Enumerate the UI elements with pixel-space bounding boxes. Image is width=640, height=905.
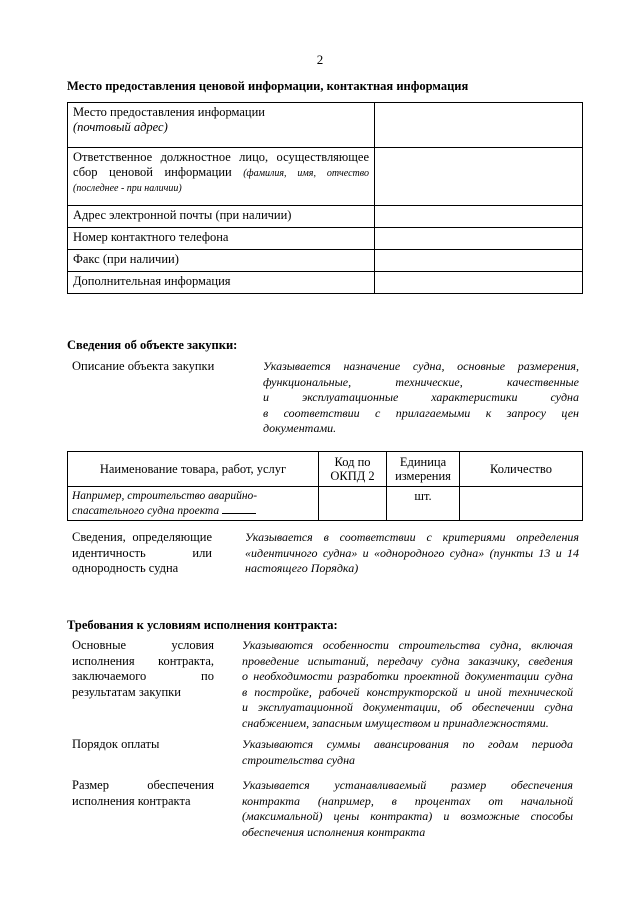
contact-row-person (68, 148, 583, 206)
header-unit: Единица измерения (387, 452, 460, 487)
conditions-label: Основные условия исполнения контракта, заключаемого по результатам закупки (72, 638, 214, 699)
payment-line: Указываются суммы авансирования по годам периода (242, 737, 573, 751)
conditions-line: о необходимости разработки проектной документации судна (242, 669, 573, 683)
header-name: Наименование товара, работ, услуг (68, 452, 319, 487)
conditions-line: проведение испытаний, передачу судна заказчику, сведения (242, 653, 573, 668)
fax-label: Факс (при наличии) (68, 250, 375, 272)
object-section-title: Сведения об объекте закупки: (67, 338, 238, 352)
contact-row-phone (68, 228, 583, 250)
person-label-line2: сбор ценовой информации (73, 165, 232, 179)
description-line: и эксплуатационные характеристики судна (263, 390, 579, 404)
goods-header-row (68, 452, 583, 487)
description-line: в соответствии с прилагаемыми к запросу цен (263, 405, 579, 420)
security-line: контракта (например, в процентах от начальной (242, 793, 573, 808)
description-text (263, 359, 579, 437)
person-label-line1: Ответственное должностное лицо, осуществляющее (73, 150, 369, 164)
phone-label: Номер контактного телефона (68, 228, 375, 250)
phone-value (375, 228, 583, 250)
contact-row-email (68, 206, 583, 228)
extra-value (375, 272, 583, 294)
identity-label: Сведения, определяющие идентичность или однородность судна (72, 530, 212, 575)
payment-text (242, 737, 573, 768)
contact-table (67, 102, 583, 294)
extra-label: Дополнительная информация (68, 272, 375, 294)
person-value (375, 148, 583, 206)
security-line: Указывается устанавливаемый размер обеспечения (242, 778, 573, 792)
row-unit: шт. (387, 487, 460, 521)
security-line: (максимальной) цены контракта) и возможные способы (242, 809, 573, 823)
contract-section-title: Требования к условиям исполнения контракта: (67, 618, 338, 632)
security-label: Размер обеспечения исполнения контракта (72, 778, 214, 808)
contact-section-title: Место предоставления ценовой информации, контактная информация (67, 79, 469, 93)
security-text (242, 778, 573, 840)
payment-label: Порядок оплаты (72, 737, 160, 751)
identity-line: настоящего Порядка) (245, 561, 359, 575)
conditions-line: Указываются особенности строительства судна, включая (242, 638, 573, 652)
contact-row-fax (68, 250, 583, 272)
description-label: Описание объекта закупки (72, 359, 215, 373)
identity-line: Указывается в соответствии с критериями определения (245, 530, 579, 544)
row-okpd (319, 487, 387, 521)
payment-line: строительства судна (242, 752, 356, 767)
email-value (375, 206, 583, 228)
header-qty: Количество (460, 452, 583, 487)
contact-row-extra (68, 272, 583, 294)
identity-line: «идентичного судна» и «однородного судна» (пункты 13 и 14 (245, 545, 579, 560)
row-name: Например, строительство аварийно- спасательного судна проекта (68, 487, 319, 521)
contact-row-place (68, 103, 583, 148)
place-value (375, 103, 583, 148)
person-note-line3: (последнее - при наличии) (73, 183, 182, 194)
page-number: 2 (316, 52, 324, 67)
conditions-line: в постройке, рабочей конструкторской и иной технической (242, 684, 573, 699)
blank-line (222, 503, 256, 514)
identity-text (245, 530, 579, 577)
fax-value (375, 250, 583, 272)
conditions-line: снабжением, запасным имуществом и принадлежностями. (242, 715, 549, 730)
row-qty (460, 487, 583, 521)
email-label: Адрес электронной почты (при наличии) (68, 206, 375, 228)
description-line: Указывается назначение судна, основные размерения, (263, 359, 579, 373)
place-note: (почтовый адрес) (73, 120, 168, 134)
security-line: обеспечения исполнения контракта (242, 824, 426, 839)
place-label: Место предоставления информации (73, 105, 265, 119)
description-line: документами. (263, 421, 337, 435)
goods-table (67, 451, 583, 521)
conditions-text (242, 638, 573, 731)
header-okpd: Код по ОКПД 2 (319, 452, 387, 487)
description-line: функциональные, технические, качественные (263, 374, 579, 389)
table-row (68, 487, 583, 521)
person-note-inline: (фамилия, имя, отчество (243, 168, 369, 179)
conditions-line: и эксплуатационной документации, об обеспечении судна (242, 700, 573, 714)
